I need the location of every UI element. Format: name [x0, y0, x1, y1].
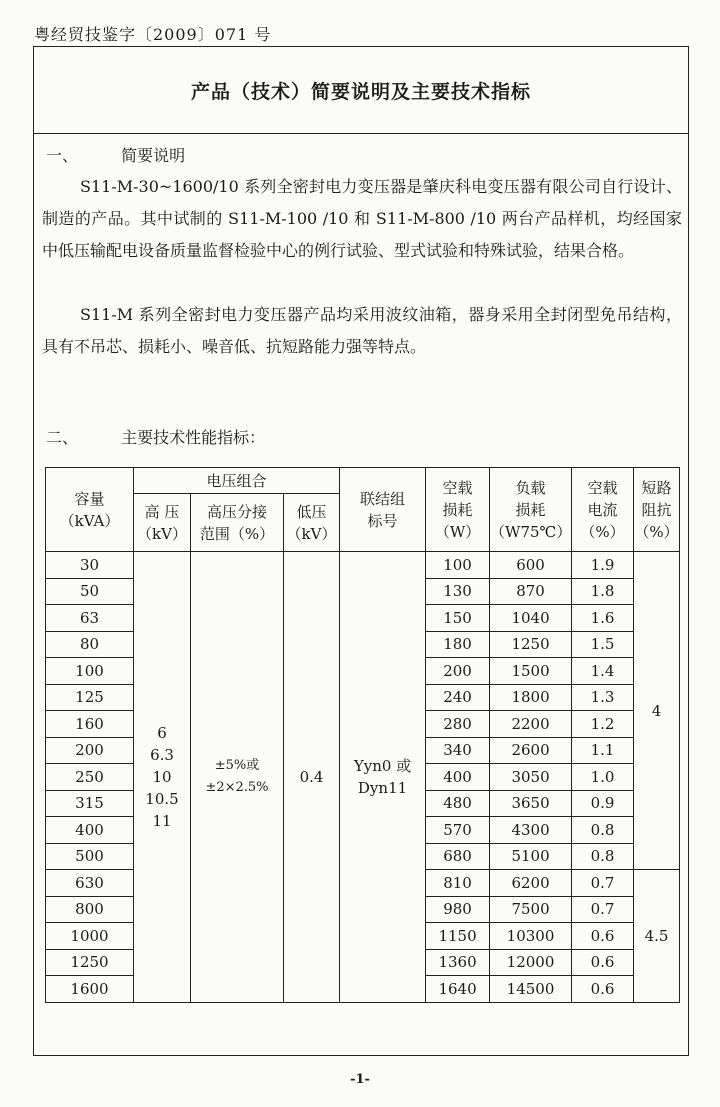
- cell-capacity: 1600: [46, 976, 134, 1003]
- section-2-number: 二、: [46, 428, 79, 447]
- header-no-load-loss: 空载 损耗 （W）: [426, 468, 490, 552]
- cell-capacity: 250: [46, 764, 134, 791]
- cell-load-loss: 4300: [490, 817, 572, 844]
- header-tap-range: 高压分接 范围（%）: [191, 494, 284, 552]
- cell-capacity: 800: [46, 896, 134, 923]
- cell-tap-range: ±5%或 ±2×2.5%: [191, 552, 284, 1003]
- cell-no-load-current: 0.7: [572, 896, 634, 923]
- cell-impedance-group-1: 4: [634, 552, 680, 870]
- cell-load-loss: 1800: [490, 684, 572, 711]
- header-voltage-group: 电压组合: [134, 468, 340, 494]
- cell-capacity: 500: [46, 843, 134, 870]
- cell-no-load-current: 1.1: [572, 737, 634, 764]
- cell-no-load-current: 1.3: [572, 684, 634, 711]
- cell-capacity: 400: [46, 817, 134, 844]
- document-title: 产品（技术）简要说明及主要技术指标: [34, 47, 688, 134]
- cell-no-load-loss: 1640: [426, 976, 490, 1003]
- cell-no-load-loss: 200: [426, 658, 490, 685]
- cell-no-load-loss: 180: [426, 631, 490, 658]
- spec-table-body: [46, 552, 680, 1003]
- cell-no-load-current: 1.6: [572, 605, 634, 632]
- cell-no-load-current: 1.8: [572, 578, 634, 605]
- cell-load-loss: 1040: [490, 605, 572, 632]
- cell-no-load-loss: 150: [426, 605, 490, 632]
- header-no-load-current: 空载 电流 （%）: [572, 468, 634, 552]
- header-vector-group: 联结组 标号: [340, 468, 426, 552]
- cell-no-load-loss: 280: [426, 711, 490, 738]
- cell-no-load-loss: 680: [426, 843, 490, 870]
- cell-load-loss: 1250: [490, 631, 572, 658]
- cell-no-load-current: 0.6: [572, 949, 634, 976]
- cell-no-load-loss: 480: [426, 790, 490, 817]
- cell-no-load-current: 1.5: [572, 631, 634, 658]
- header-lv: 低压 （kV）: [284, 494, 340, 552]
- cell-vector-group: Yyn0 或 Dyn11: [340, 552, 426, 1003]
- cell-no-load-current: 0.8: [572, 843, 634, 870]
- cell-lv-value: 0.4: [284, 552, 340, 1003]
- cell-capacity: 315: [46, 790, 134, 817]
- description-paragraph-1: S11-M-30~1600/10 系列全密封电力变压器是肇庆科电变压器有限公司自行设计、制造的产品。其中试制的 S11-M-100 /10 和 S11-M-800 /10 两台产品样机，均经国家中低压输配电设备质量监督检验中心的例行试验、型式试验和特殊试验，结果合格。: [42, 177, 682, 260]
- cell-capacity: 63: [46, 605, 134, 632]
- cell-load-loss: 6200: [490, 870, 572, 897]
- cell-load-loss: 3050: [490, 764, 572, 791]
- cell-capacity: 50: [46, 578, 134, 605]
- section-2-heading: [46, 425, 265, 448]
- cell-capacity: 1000: [46, 923, 134, 950]
- cell-no-load-current: 0.9: [572, 790, 634, 817]
- header-hv: 高 压 （kV）: [134, 494, 191, 552]
- cell-no-load-current: 1.9: [572, 552, 634, 579]
- header-capacity: 容量 （kVA）: [46, 468, 134, 552]
- section-1-number: 一、: [46, 146, 79, 165]
- cell-load-loss: 12000: [490, 949, 572, 976]
- cell-load-loss: 3650: [490, 790, 572, 817]
- cell-no-load-loss: 570: [426, 817, 490, 844]
- cell-capacity: 160: [46, 711, 134, 738]
- header-impedance: 短路 阻抗 （%）: [634, 468, 680, 552]
- cell-capacity: 125: [46, 684, 134, 711]
- cell-impedance-group-2: 4.5: [634, 870, 680, 1003]
- cell-no-load-loss: 130: [426, 578, 490, 605]
- cell-no-load-loss: 810: [426, 870, 490, 897]
- cell-load-loss: 2600: [490, 737, 572, 764]
- cell-no-load-loss: 340: [426, 737, 490, 764]
- cell-no-load-current: 1.0: [572, 764, 634, 791]
- cell-no-load-loss: 100: [426, 552, 490, 579]
- section-2-title: 主要技术性能指标：: [121, 428, 266, 447]
- cell-no-load-loss: 1360: [426, 949, 490, 976]
- cell-no-load-current: 1.4: [572, 658, 634, 685]
- cell-no-load-current: 0.6: [572, 923, 634, 950]
- cell-capacity: 630: [46, 870, 134, 897]
- cell-load-loss: 600: [490, 552, 572, 579]
- table-row: [46, 552, 680, 579]
- cell-no-load-loss: 240: [426, 684, 490, 711]
- cell-capacity: 80: [46, 631, 134, 658]
- cell-capacity: 100: [46, 658, 134, 685]
- cell-hv-values: 6 6.3 10 10.5 11: [134, 552, 191, 1003]
- cell-no-load-loss: 980: [426, 896, 490, 923]
- cell-capacity: 1250: [46, 949, 134, 976]
- cell-load-loss: 2200: [490, 711, 572, 738]
- page-number: -1-: [350, 1072, 370, 1087]
- description-paragraph-2: S11-M 系列全密封电力变压器产品均采用波纹油箱，器身采用全封闭型免吊结构，具有不吊芯、损耗小、噪音低、抗短路能力强等特点。: [42, 305, 682, 356]
- cell-no-load-current: 0.7: [572, 870, 634, 897]
- header-load-loss: 负载 损耗 （W75℃）: [490, 468, 572, 552]
- document-reference-number: 粤经贸技鉴字〔2009〕071 号: [34, 25, 272, 44]
- cell-capacity: 200: [46, 737, 134, 764]
- cell-no-load-current: 1.2: [572, 711, 634, 738]
- cell-load-loss: 14500: [490, 976, 572, 1003]
- cell-load-loss: 870: [490, 578, 572, 605]
- technical-spec-table: [45, 467, 680, 1003]
- cell-load-loss: 7500: [490, 896, 572, 923]
- section-1-heading: [46, 143, 185, 166]
- cell-capacity: 30: [46, 552, 134, 579]
- cell-no-load-loss: 400: [426, 764, 490, 791]
- cell-no-load-loss: 1150: [426, 923, 490, 950]
- cell-load-loss: 5100: [490, 843, 572, 870]
- cell-load-loss: 10300: [490, 923, 572, 950]
- cell-no-load-current: 0.6: [572, 976, 634, 1003]
- cell-load-loss: 1500: [490, 658, 572, 685]
- cell-no-load-current: 0.8: [572, 817, 634, 844]
- section-1-title: 简要说明: [121, 146, 186, 165]
- document-frame: [33, 46, 689, 1056]
